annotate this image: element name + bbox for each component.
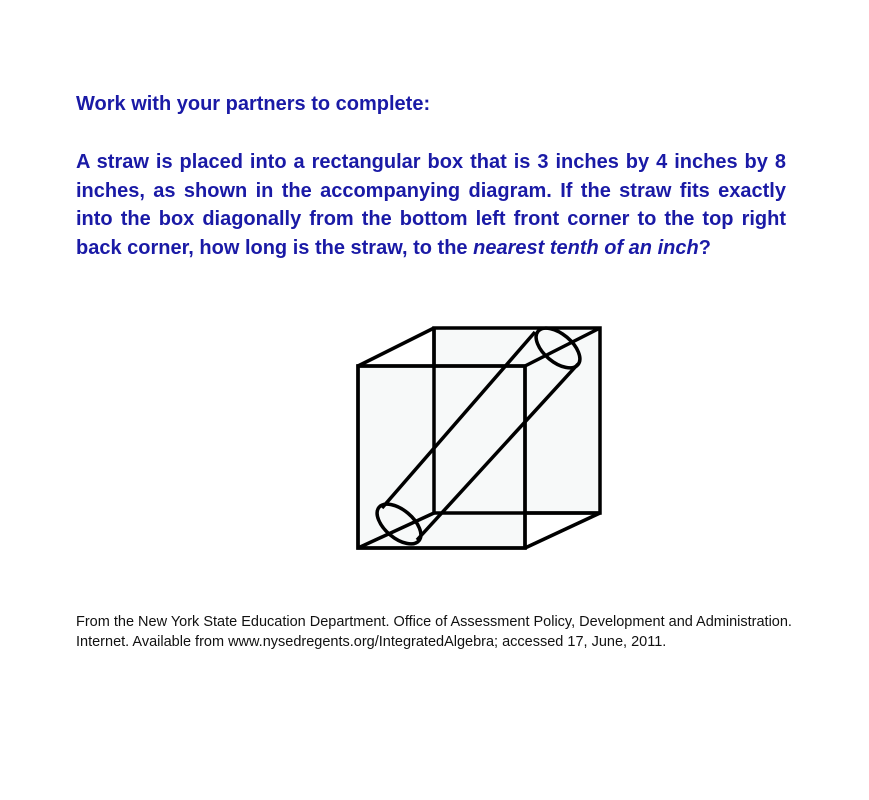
box-straw-diagram <box>340 318 620 558</box>
box-top-left-depth-edge <box>358 328 434 366</box>
instruction-heading: Work with your partners to complete: <box>76 93 431 115</box>
box-bottom-right-depth-edge <box>525 513 600 548</box>
problem-text-after: ? <box>698 236 711 259</box>
box-front-face <box>358 366 525 548</box>
problem-text-before: A straw is placed into a rectangular box that is 3 inches by 4 inches by 8 inches, as shown in the accompanying diagram. If the straw fits exactly into the box diagonally from the bottom left front corner to the top right back corner, how long is the straw, to the <box>76 151 786 259</box>
problem-statement <box>76 148 786 262</box>
source-citation: From the New York State Education Department. Office of Assessment Policy, Development and Administration. Internet. Available from www.nysedregents.org/IntegratedAlgebra; accessed 17, June, 2011. <box>76 614 792 650</box>
problem-text-emphasis: nearest tenth of an inch <box>473 236 699 259</box>
